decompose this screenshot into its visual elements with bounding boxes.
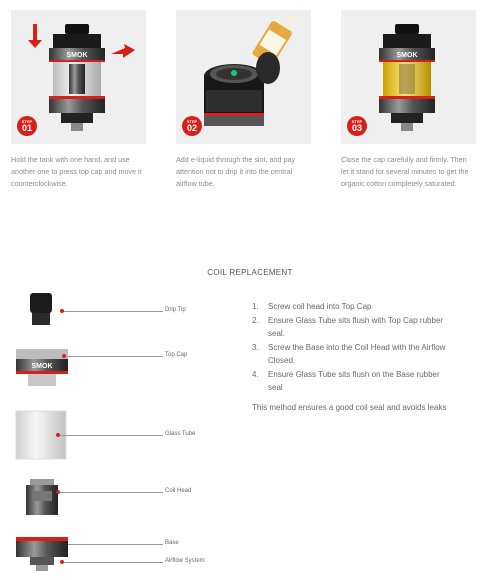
step-3-text: Close the cap carefully and firmly. Then let it stand for several minutes to get the organic cotton completely saturated. <box>341 155 469 188</box>
step-3-panel <box>341 10 476 144</box>
instruction-list <box>252 300 482 394</box>
drip-tip-leader <box>64 311 163 312</box>
top-cap-part <box>16 349 68 386</box>
top-cap-leader <box>66 356 163 357</box>
glass-tube-leader <box>60 435 163 436</box>
svg-text:SMOK: SMOK <box>31 363 53 370</box>
base-leader <box>68 544 163 545</box>
exploded-parts-diagram <box>0 285 160 580</box>
step-2-badge: STEP 02 <box>182 116 202 136</box>
step-2-panel <box>176 10 311 144</box>
coil-seal-note: This method ensures a good coil seal and avoids leaks <box>252 403 447 412</box>
drip-tip-part <box>30 293 52 313</box>
glass-tube-label: Glass Tube <box>165 431 196 437</box>
step-1-badge: STEP 01 <box>17 116 37 136</box>
step-1-text: Hold the tank with one hand, and use another one to press top cap and move it counterclockwise. <box>11 155 142 188</box>
instruction-item-1: 1. Screw coil head into Top Cap <box>252 302 372 311</box>
step-1-panel <box>11 10 146 144</box>
drip-tip-label: Drip Tip <box>165 307 186 313</box>
top-cap-label: Top Cap <box>165 352 188 358</box>
base-label: Base <box>165 540 179 546</box>
side-arrow-icon <box>111 44 135 58</box>
instruction-item-2: 2. Ensure Glass Tube sits flush with Top Cap rubber seal. <box>252 316 444 338</box>
coil-head-leader <box>60 492 163 493</box>
brand-label: SMOK <box>66 52 88 59</box>
step-2-text: Add e-liquid through the slot, and pay attention not to drip it into the central airflow tube. <box>176 155 296 188</box>
airflow-system-leader <box>64 562 163 563</box>
base-part <box>16 537 68 571</box>
coil-replacement-title: COIL REPLACEMENT <box>207 268 293 277</box>
down-arrow-icon <box>28 24 42 48</box>
instruction-item-4: 4. Ensure Glass Tube sits flush on the Base rubber seal <box>252 370 440 392</box>
step-3-badge: STEP 03 <box>347 116 367 136</box>
instruction-item-3: 3. Screw the Base into the Coil Head with the Airflow Closed. <box>252 343 446 365</box>
coil-head-label: Coil Head <box>165 488 192 494</box>
coil-head-part <box>26 479 58 515</box>
brand-label: SMOK <box>396 52 418 59</box>
airflow-system-label: Airflow System <box>165 558 205 564</box>
coil-instructions <box>252 300 482 414</box>
